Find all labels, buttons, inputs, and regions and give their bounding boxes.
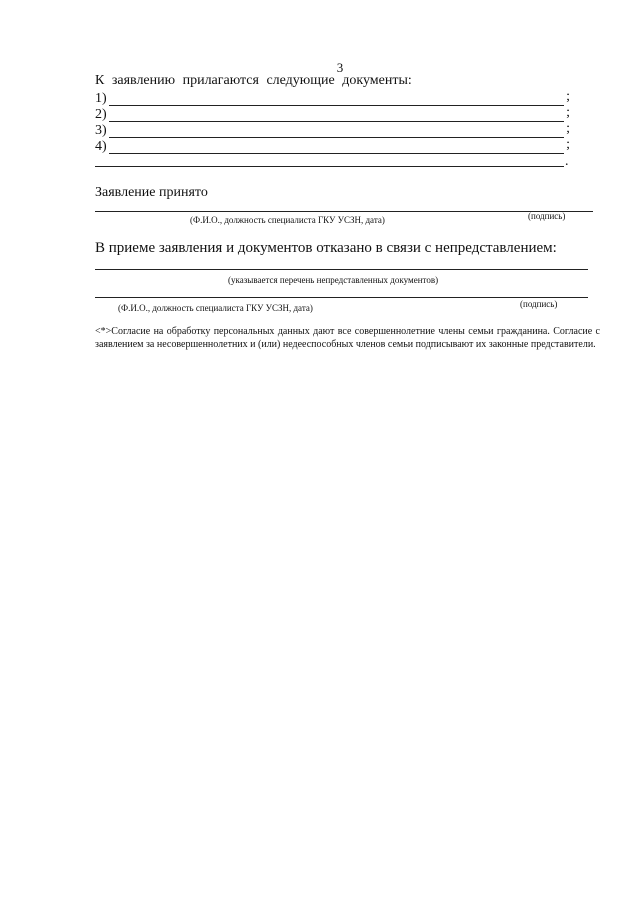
fill-line [109, 105, 564, 106]
missing-docs-caption: (указывается перечень непредставленных документов) [228, 275, 439, 285]
fill-line [109, 137, 564, 138]
page-number: 3 [336, 60, 344, 75]
attachment-number: 1) [95, 91, 107, 106]
refused-heading: В приеме заявления и документов отказано в связи с непредставлением: [95, 240, 557, 256]
signature-line [95, 211, 593, 212]
attachment-item-1 [95, 89, 570, 106]
accepted-heading: Заявление принято [95, 185, 208, 200]
fill-line [109, 121, 564, 122]
signature-caption: (подпись) [528, 211, 566, 221]
signature-line [95, 297, 588, 298]
attachment-item-3 [95, 121, 570, 138]
attachment-number: 3) [95, 123, 107, 138]
end-mark: . [565, 154, 569, 169]
attachment-number: 4) [95, 139, 107, 154]
attachment-separator: ; [566, 89, 570, 104]
attachment-number: 2) [95, 107, 107, 122]
attachment-item-4 [95, 137, 570, 154]
attachments-title: К заявлению прилагаются следующие документы: [95, 73, 412, 88]
missing-docs-line [95, 269, 588, 270]
signature-caption: (подпись) [520, 299, 558, 309]
specialist-caption: (Ф.И.О., должность специалиста ГКУ УСЗН, дата) [118, 303, 313, 313]
attachment-separator: ; [566, 137, 570, 152]
attachment-separator: ; [566, 121, 570, 136]
specialist-caption: (Ф.И.О., должность специалиста ГКУ УСЗН, дата) [190, 215, 385, 225]
footnote: <*>Согласие на обработку персональных данных дают все совершеннолетние члены семьи гражданина. Согласие с заявлением за несовершеннолетних и (или) недееспособных членов семьи подписывают их законные представители. [95, 326, 600, 350]
attachment-separator: ; [566, 105, 570, 120]
attachment-item-2 [95, 105, 570, 122]
fill-line [95, 166, 564, 167]
fill-line [109, 153, 564, 154]
